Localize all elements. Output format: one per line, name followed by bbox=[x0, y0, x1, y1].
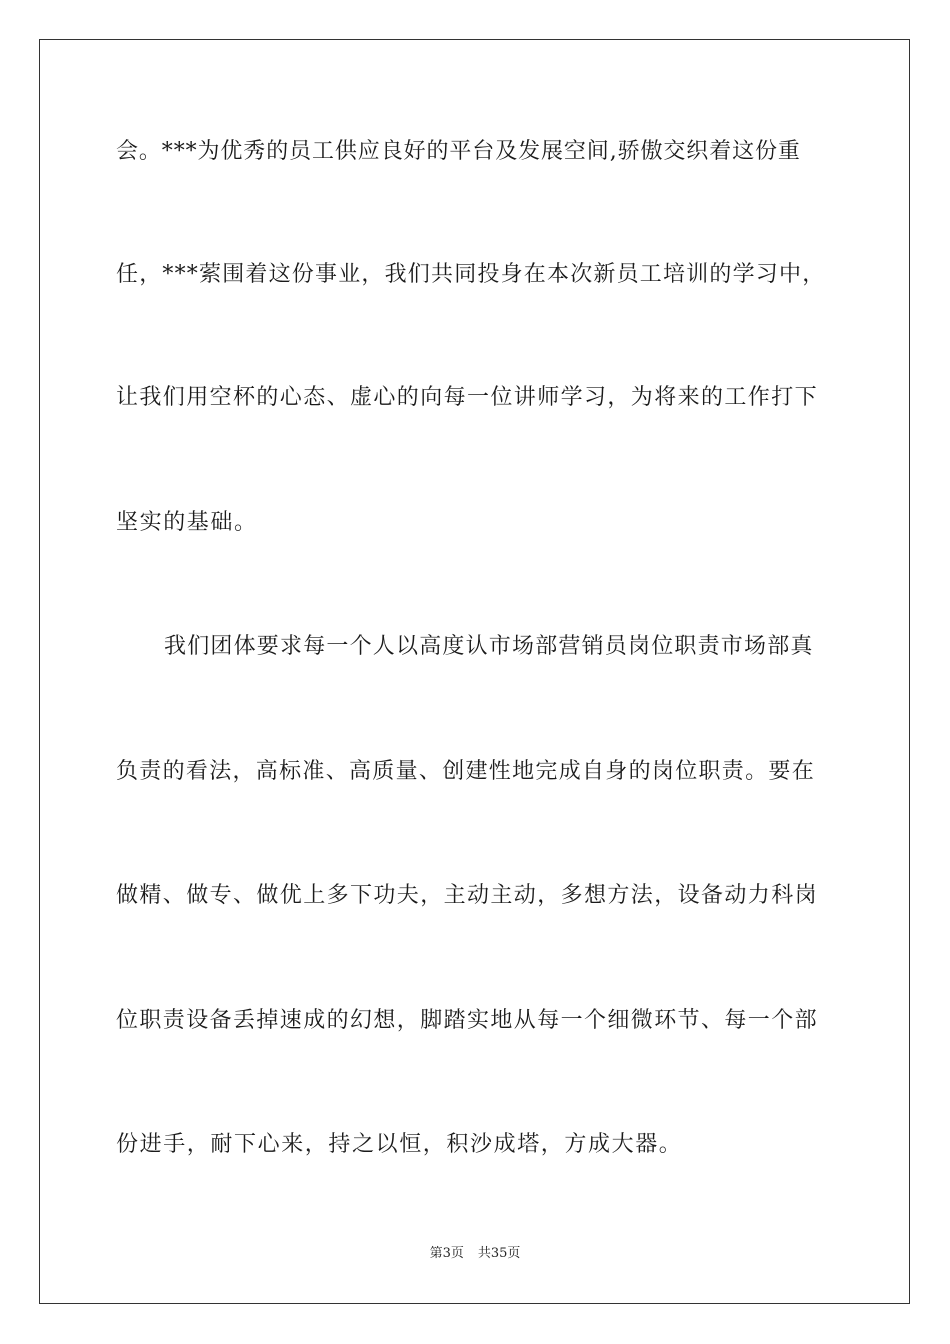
paragraph-2-line-4: 位职责设备丢掉速成的幻想，脚踏实地从每一个细微环节、每一个部 bbox=[116, 1008, 819, 1033]
page-number-current: 第3页 bbox=[429, 1246, 464, 1261]
paragraph-1-line-3: 让我们用空杯的心态、虚心的向每一位讲师学习，为将来的工作打下 bbox=[116, 385, 819, 410]
paragraph-2-line-2: 负责的看法，高标准、高质量、创建性地完成自身的岗位职责。要在 bbox=[116, 759, 816, 784]
paragraph-2-line-3: 做精、做专、做优上多下功夫，主动主动，多想方法，设备动力科岗 bbox=[116, 883, 819, 908]
page-border bbox=[39, 39, 910, 1304]
paragraph-2-line-1: 我们团体要求每一个人以高度认市场部营销员岗位职责市场部真 bbox=[164, 634, 814, 659]
paragraph-1-line-1: 会。***为优秀的员工供应良好的平台及发展空间,骄傲交织着这份重 bbox=[116, 139, 801, 164]
page-number-total: 共35页 bbox=[477, 1246, 521, 1261]
page-footer bbox=[0, 1245, 950, 1263]
paragraph-1-line-2: 任，***萦围着这份事业，我们共同投身在本次新员工培训的学习中， bbox=[116, 262, 826, 287]
paragraph-1-line-4: 坚实的基础。 bbox=[116, 510, 258, 535]
paragraph-2-line-5: 份进手，耐下心来，持之以恒，积沙成塔，方成大器。 bbox=[116, 1132, 683, 1157]
